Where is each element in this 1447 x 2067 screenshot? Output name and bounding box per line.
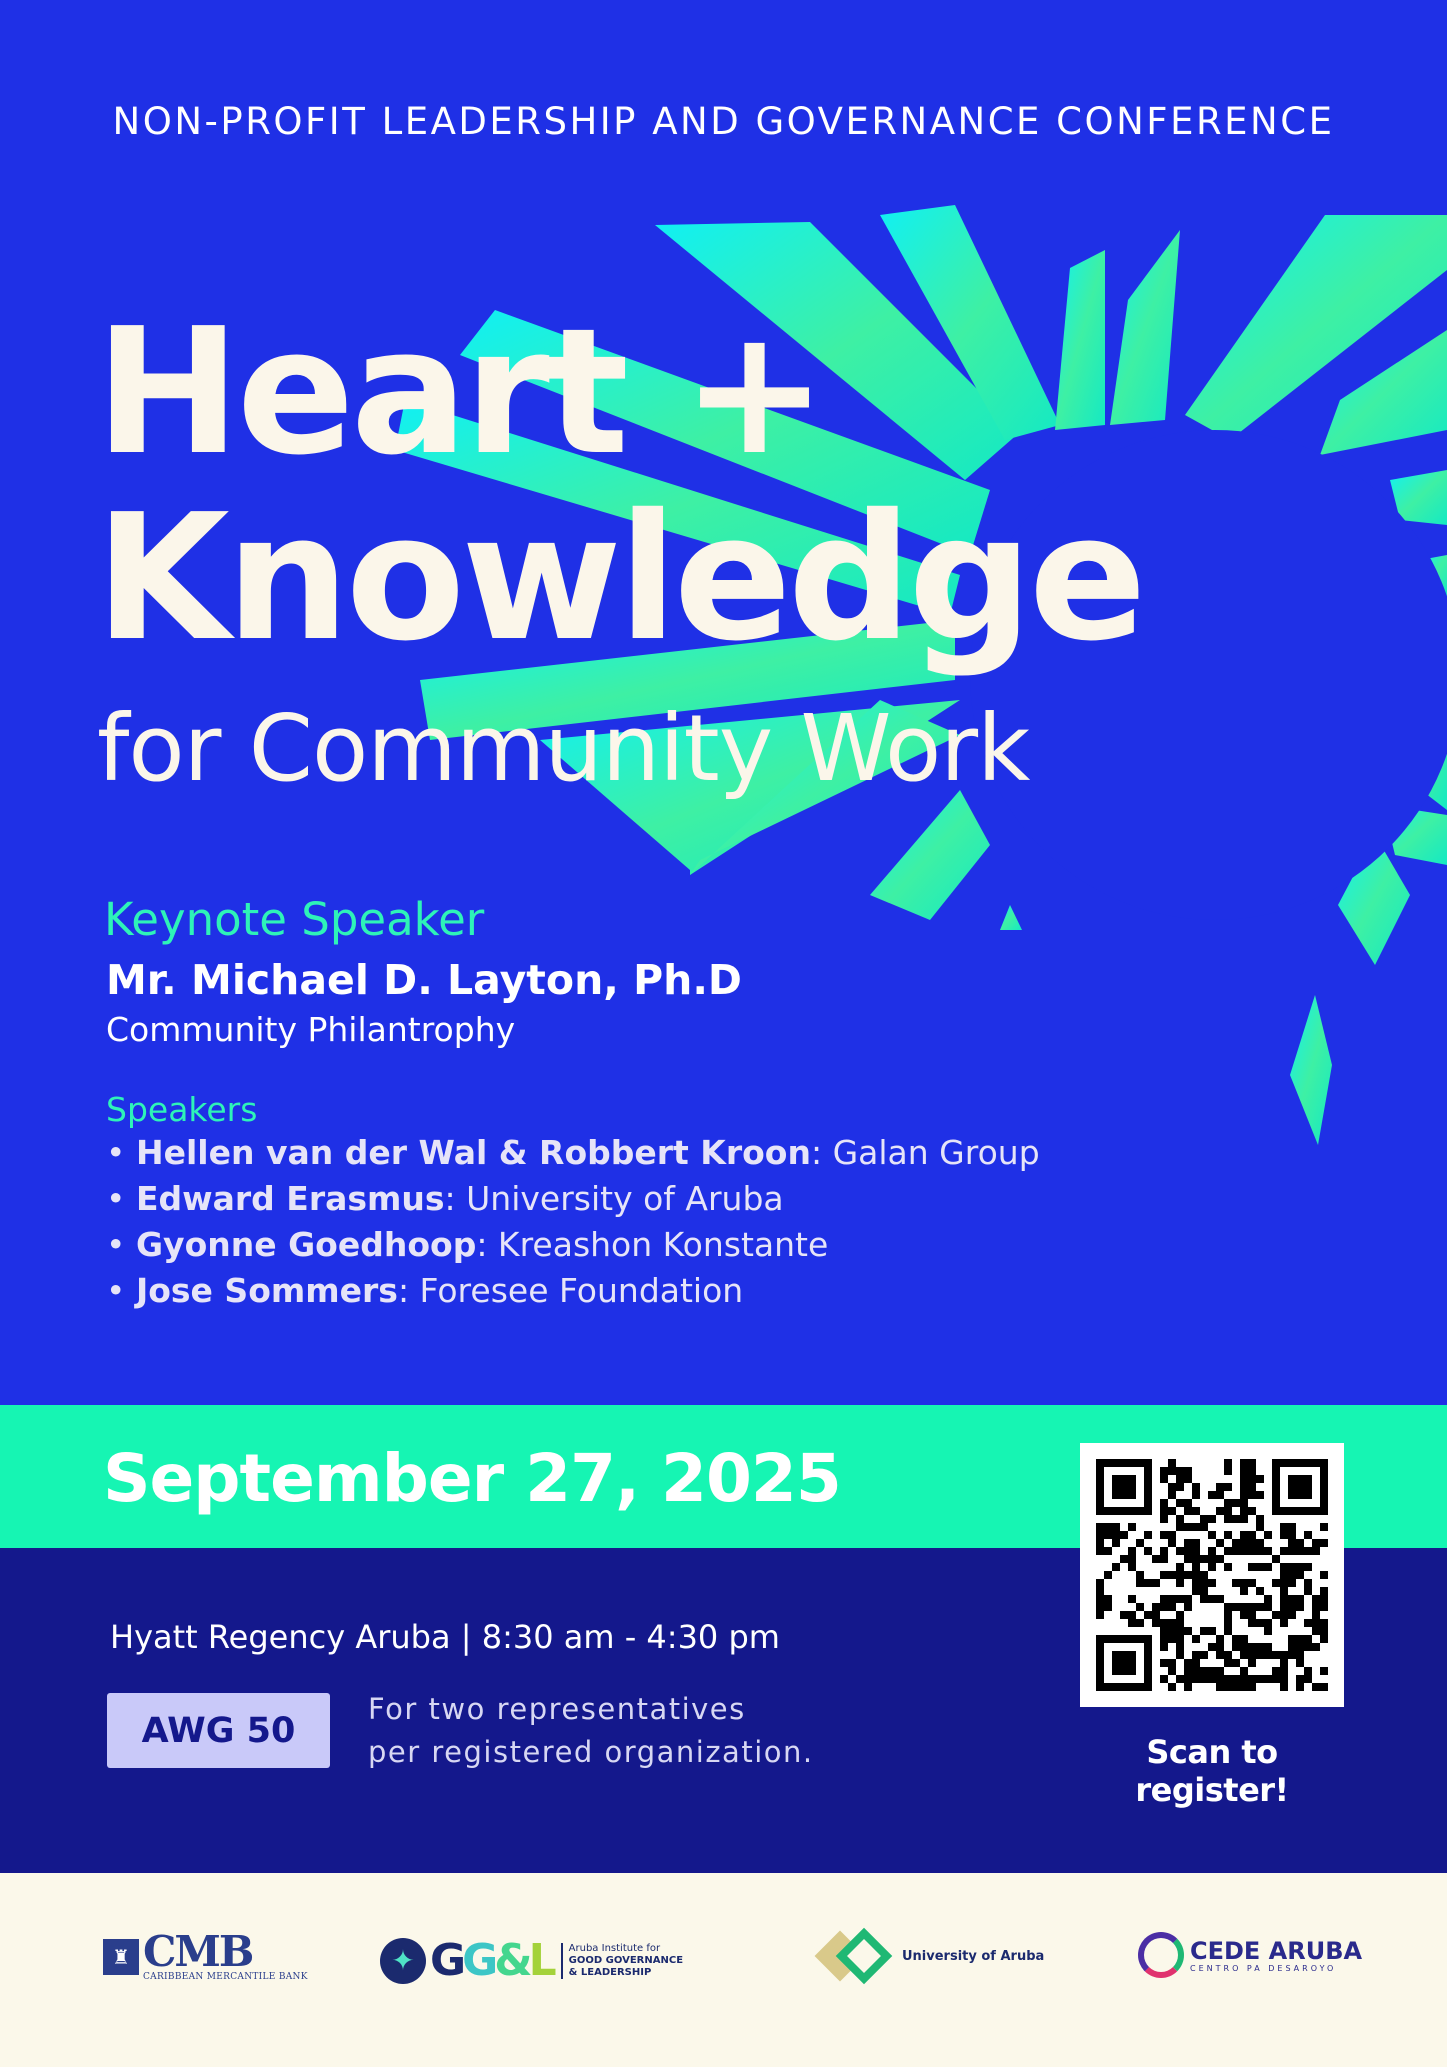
speaker-item: • Hellen van der Wal & Robbert Kroon: Galan Group <box>106 1133 1040 1172</box>
registration-qr-code[interactable] <box>1080 1443 1344 1707</box>
speaker-item: • Edward Erasmus: University of Aruba <box>106 1179 784 1218</box>
lion-crest-icon: ♜ <box>103 1939 139 1975</box>
speaker-org: : Foresee Foundation <box>397 1271 744 1310</box>
poster-title <box>95 291 1143 680</box>
price-note-line-2: per registered organization. <box>368 1735 814 1769</box>
university-of-aruba-logo <box>822 1930 1044 1982</box>
conference-kicker: NON-PROFIT LEADERSHIP AND GOVERNANCE CONFERENCE <box>112 100 1335 143</box>
cmb-wordmark: CMB <box>143 1927 253 1976</box>
event-venue: Hyatt Regency Aruba | 8:30 am - 4:30 pm <box>110 1618 780 1656</box>
speaker-org: : Kreashon Konstante <box>476 1225 829 1264</box>
speaker-org: : University of Aruba <box>444 1179 784 1218</box>
ggl-logo <box>380 1935 683 1986</box>
ggl-desc-line-3: & LEADERSHIP <box>568 1966 652 1978</box>
ggl-description <box>561 1943 683 1979</box>
price-badge: AWG 50 <box>107 1693 330 1768</box>
scan-to-register-label: Scan to register! <box>1135 1733 1289 1809</box>
title-line-1: Heart + <box>95 291 824 494</box>
cede-tagline: CENTRO PA DESAROYO <box>1190 1963 1337 1973</box>
cmb-logo <box>103 1927 308 1982</box>
speaker-name: Hellen van der Wal & Robbert Kroon <box>135 1133 811 1172</box>
cede-aruba-logo <box>1138 1932 1362 1978</box>
price-note <box>368 1688 814 1774</box>
diamond-emblem-icon <box>822 1930 874 1982</box>
speaker-name: Edward Erasmus <box>135 1179 445 1218</box>
cmb-fullname: CARIBBEAN MERCANTILE BANK <box>143 1972 308 1982</box>
keynote-topic: Community Philantrophy <box>106 1010 516 1049</box>
qr-code-icon <box>1096 1459 1328 1691</box>
cede-name: CEDE ARUBA <box>1190 1936 1363 1965</box>
speaker-name: Jose Sommers <box>135 1271 398 1310</box>
title-line-2: Knowledge <box>95 477 1143 680</box>
speaker-item: • Jose Sommers: Foresee Foundation <box>106 1271 744 1310</box>
cede-ring-icon <box>1138 1932 1184 1978</box>
speaker-item: • Gyonne Goedhoop: Kreashon Konstante <box>106 1225 829 1264</box>
event-date: September 27, 2025 <box>103 1440 841 1517</box>
ggl-desc-line-1: Aruba Institute for <box>568 1942 661 1954</box>
keynote-label: Keynote Speaker <box>104 893 485 946</box>
speaker-org: : Galan Group <box>810 1133 1040 1172</box>
ggl-wordmark: GG&L <box>430 1935 553 1986</box>
keynote-name: Mr. Michael D. Layton, Ph.D <box>106 956 742 1004</box>
price-note-line-1: For two representatives <box>368 1692 746 1726</box>
compass-star-icon: ✦ <box>380 1938 426 1984</box>
speaker-name: Gyonne Goedhoop <box>135 1225 477 1264</box>
speakers-label: Speakers <box>106 1090 258 1129</box>
speakers-list <box>106 1130 1040 1314</box>
uoa-name: University of Aruba <box>902 1948 1045 1964</box>
ggl-desc-line-2: GOOD GOVERNANCE <box>568 1954 684 1966</box>
poster-subtitle: for Community Work <box>97 695 1030 802</box>
